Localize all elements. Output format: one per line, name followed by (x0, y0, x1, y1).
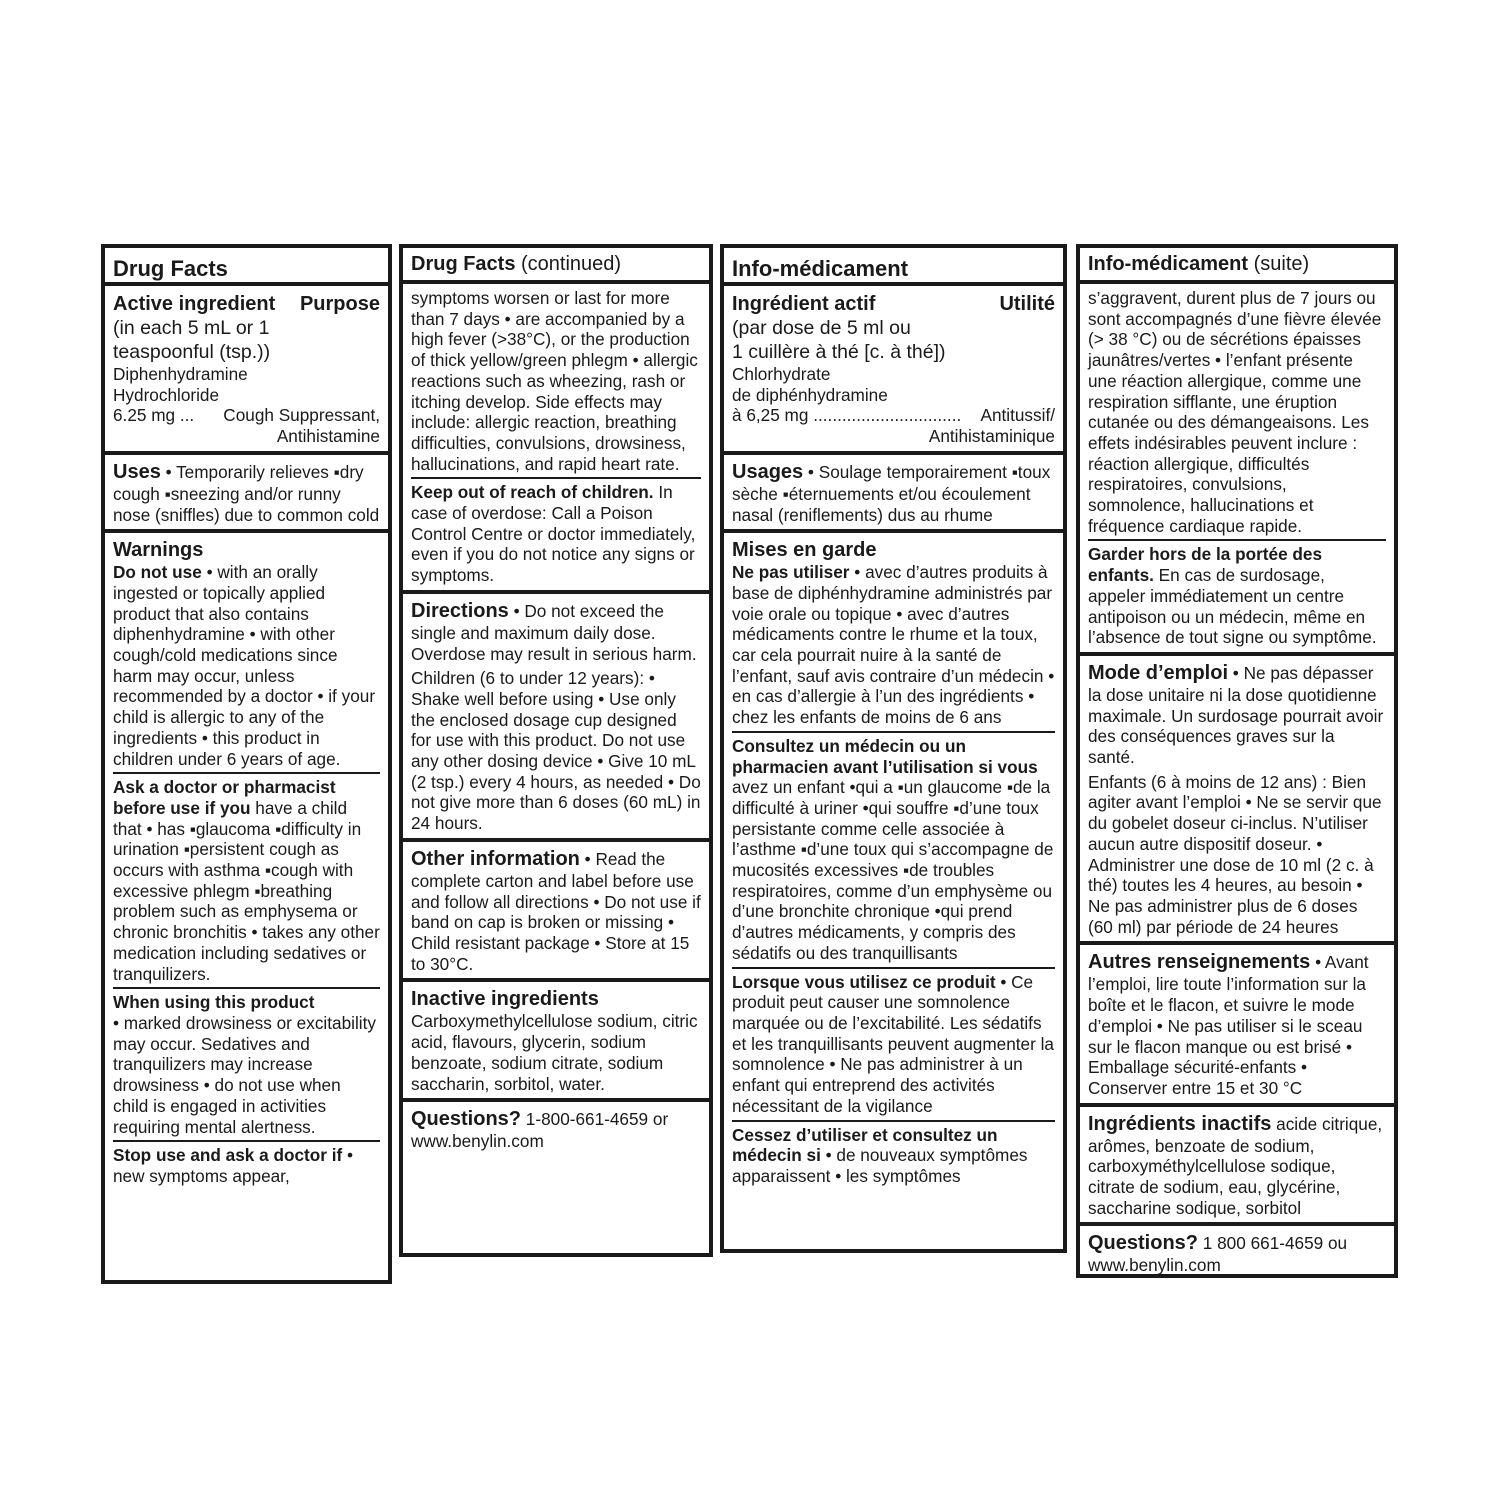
uses-text: • Temporarily relieves ▪dry cough ▪sneezing and/or runny nose (sniffles) due to common cold (113, 461, 380, 525)
keep-out-text: In case of overdose: Call a Poison Control Centre or doctor immediately, even if you do not notice any signs or symptoms. (411, 482, 696, 586)
ingredient-line-1: Diphenhydramine (113, 364, 248, 384)
uses-section (724, 455, 1063, 533)
active-ingredient-header (113, 292, 380, 316)
divider (1088, 539, 1386, 541)
directions-section (1080, 656, 1394, 945)
do-not-use-text: • with an orally ingested or topically applied product that also contains diphenhydramine • with other cough/cold medications since harm may occur, unless recommended by a doctor • if your child is allergic to any of the ingredients • this product in children under 6 years of age. (113, 562, 376, 769)
directions-section (403, 594, 709, 842)
when-using-heading: Lorsque vous utilisez ce produit (732, 971, 996, 992)
amount-row (113, 405, 380, 426)
ask-doctor-heading: Consultez un médecin ou un pharmacien avant l’utilisation si vous (732, 735, 1038, 777)
panel-title: Info-médicament (724, 248, 1063, 286)
drug-facts-panel-fr (720, 244, 1067, 1253)
purpose-heading: Purpose (299, 293, 380, 315)
questions-phone: 1-800-661-4659 or (521, 1109, 669, 1130)
warnings-heading: Mises en garde (732, 539, 877, 562)
uses-text: • Soulage temporairement ▪toux sèche ▪éternuements et/ou écoulement nasal (reniflements) dus au rhume (732, 461, 1051, 525)
divider (732, 731, 1055, 733)
divider (732, 967, 1055, 969)
continued-warnings-section (1080, 284, 1394, 656)
dose-line-1: (par dose de 5 ml ou (732, 317, 911, 339)
warnings-heading: Warnings (113, 539, 204, 562)
panel-title (403, 248, 709, 284)
stop-use-text: • new symptoms appear, (113, 1145, 354, 1186)
inactive-ingredients-text: Carboxymethylcellulose sodium, citric acid, flavours, glycerin, sodium benzoate, sodium citrate, sodium saccharin, sorbitol, water. (411, 1011, 698, 1094)
directions-text-2: Children (6 to under 12 years): • Shake well before using • Use only the enclosed dosage cup designed for use with this product. Do not use any other dosing device • Give 10 mL (2 tsp.) every 4 hours, as needed • Do not give more than 6 doses (60 mL) in 24 hours. (411, 668, 701, 834)
amount: à 6,25 mg ............................... (732, 405, 962, 426)
purpose-1: Antitussif/ (980, 405, 1055, 426)
ingredient-line-2: Hydrochloride (113, 384, 220, 405)
questions-heading: Questions? (1088, 1232, 1199, 1255)
amount: 6.25 mg ... (113, 405, 195, 426)
inactive-ingredients-section (1080, 1107, 1394, 1227)
do-not-use-heading: Ne pas utiliser (732, 562, 850, 583)
active-ingredient-heading: Ingrédient actif (732, 293, 876, 315)
dose-line-1: (in each 5 mL or 1 (113, 317, 270, 339)
directions-text-1: • Do not exceed the single and maximum daily dose. Overdose may result in serious harm. (411, 600, 697, 664)
continued-text: s’aggravent, durent plus de 7 jours ou sont accompagnés d’une fièvre élevée (> 38 °C) ou de sécrétions épaisses jaunâtres/vertes • l’enfant présente une réaction allergique, comme une respiration sifflante, une éruption cutanée ou des démangeaisons. Les effets indésirables peuvent inclure : réaction allergique, difficultés respiratoires, convulsions, somnolence, hallucinations et fréquence cardiaque rapide. (1088, 288, 1382, 536)
ingredient-line-1: Chlorhydrate (732, 364, 831, 384)
divider (411, 477, 701, 479)
purpose-2: Antihistaminique (928, 426, 1055, 447)
uses-section (105, 455, 388, 533)
active-ingredient-section (105, 286, 388, 455)
panel-title (1080, 248, 1394, 284)
warnings-section (724, 533, 1063, 1190)
panel-title-rest: (suite) (1248, 253, 1310, 275)
purpose-heading: Utilité (999, 293, 1055, 315)
questions-section (403, 1102, 709, 1156)
drug-facts-continued-panel-en (399, 244, 713, 1257)
warnings-section (105, 533, 388, 1190)
do-not-use-text: • avec d’autres produits à base de diphénhydramine administrés par voie orale ou topique • avec d’autres médicaments contre le rhume et la toux, car cela pourrait nuire à la santé de l’enfant, sauf avis contraire d’un médecin • en cas d’allergie à l’un des ingrédients • chez les enfants de moins de 6 ans (732, 562, 1055, 728)
keep-out-heading: Garder hors de la portée des enfants. (1088, 544, 1323, 586)
divider (732, 1120, 1055, 1122)
stop-use-heading: Cessez d’utiliser et consultez un médecin si (732, 1124, 998, 1166)
when-using-text: • marked drowsiness or excitability may occur. Sedatives and tranquilizers may increase drowsiness • do not use when child is engaged in activities requiring mental alertness. (113, 1012, 376, 1137)
inactive-ingredients-heading: Inactive ingredients (411, 988, 599, 1011)
panel-title: Drug Facts (105, 248, 388, 286)
directions-heading: Mode d’emploi (1088, 661, 1228, 684)
other-information-text: • Avant l’emploi, lire toute l’information sur la boîte et le flacon, et suivre le mode d’emploi • Ne pas utiliser si le sceau sur le flacon manque ou est brisé • Emballage sécurité-enfants • Conserver entre 15 et 30 °C (1088, 952, 1369, 1098)
other-information-section (403, 842, 709, 983)
directions-heading: Directions (411, 599, 509, 622)
divider (113, 987, 380, 989)
dose-line-2: teaspoonful (tsp.)) (113, 341, 271, 363)
active-ingredient-header (732, 292, 1055, 316)
active-ingredient-heading: Active ingredient (113, 293, 276, 315)
amount-row (732, 405, 1055, 426)
inactive-ingredients-heading: Ingrédients inactifs (1088, 1112, 1272, 1135)
panel-title-rest: (continued) (515, 253, 622, 275)
directions-text-1: • Ne pas dépasser la dose unitaire ni la dose quotidienne maximale. Un surdosage pourrait avoir des conséquences graves sur la santé. (1088, 662, 1384, 768)
ingredient-line-2: de diphénhydramine (732, 384, 888, 405)
dose-line-2: 1 cuillère à thé [c. à thé]) (732, 341, 946, 363)
panel-title-bold: Info-médicament (1088, 253, 1249, 275)
continued-text: symptoms worsen or last for more than 7 days • are accompanied by a high fever (>38°C), or the production of thick yellow/green phlegm • allergic reactions such as wheezing, rash or itching develop. Side effects may include: allergic reaction, breathing difficulties, convulsions, drowsiness, hallucinations, and rapid heart rate. (411, 288, 698, 474)
when-using-text: • Ce produit peut causer une somnolence marquée ou de l’excitabilité. Les sédatifs et les tranquillisants peuvent augmenter la somnolence • Ne pas administrer à un enfant qui entreprend des activités nécessitant de la vigilance (732, 971, 1054, 1116)
other-information-heading: Other information (411, 847, 580, 870)
questions-section (1080, 1226, 1394, 1280)
stop-use-heading: Stop use and ask a doctor if (113, 1145, 343, 1166)
when-using-heading: When using this product (113, 992, 315, 1013)
uses-heading: Uses (113, 460, 161, 483)
keep-out-text: En cas de surdosage, appeler immédiatement un centre antipoison ou un médecin, même en l’absence de tout signe ou symptôme. (1088, 565, 1377, 648)
questions-heading: Questions? (411, 1108, 522, 1131)
divider (113, 772, 380, 774)
purpose-1: Cough Suppressant, (223, 405, 380, 426)
purpose-2: Antihistamine (276, 426, 380, 447)
other-information-heading: Autres renseignements (1088, 951, 1311, 974)
ask-doctor-text: avez un enfant •qui a ▪un glaucome ▪de la difficulté à uriner •qui souffre ▪d’une toux persistante comme celle associée à l’asthme ▪d’une toux qui s’accompagne de mucosités excessives ▪de troubles respiratoires, comme d’un emphysème ou d’une bronchite chronique •qui prend d’autres médicaments, y compris des sédatifs ou des tranquillisants (732, 777, 1054, 963)
drug-facts-continued-panel-fr (1076, 244, 1398, 1278)
stop-use-text: • de nouveaux symptômes apparaissent • les symptômes (732, 1145, 1028, 1186)
divider (113, 1140, 380, 1142)
uses-heading: Usages (732, 460, 804, 483)
keep-out-heading: Keep out of reach of children. (411, 482, 654, 503)
inactive-ingredients-section (403, 982, 709, 1102)
questions-website[interactable]: www.benylin.com (411, 1131, 544, 1152)
panel-title-bold: Drug Facts (411, 253, 516, 275)
do-not-use-heading: Do not use (113, 562, 202, 583)
other-information-text: • Read the complete carton and label before use and follow all directions • Do not use if band on cap is broken or missing • Child resistant package • Store at 15 to 30°C. (411, 848, 701, 974)
drug-facts-panel-en (101, 244, 392, 1284)
continued-warnings-section (403, 284, 709, 594)
ask-doctor-heading: Ask a doctor or pharmacist before use if you (113, 777, 336, 818)
directions-text-2: Enfants (6 à moins de 12 ans) : Bien agiter avant l’emploi • Ne se servir que du gobelet doseur ci-inclus. N’utiliser aucun autre dispositif doseur. • Administrer une dose de 10 ml (2 c. à thé) toutes les 4 heures, au besoin • Ne pas administrer plus de 6 doses (60 ml) par période de 24 heures (1088, 771, 1382, 937)
questions-website[interactable]: www.benylin.com (1088, 1255, 1221, 1276)
active-ingredient-section (724, 286, 1063, 455)
other-information-section (1080, 945, 1394, 1106)
ask-doctor-text: have a child that • has ▪glaucoma ▪difficulty in urination ▪persistent cough as occurs with asthma ▪cough with excessive phlegm ▪breathing problem such as emphysema or chronic bronchitis • takes any other medication including sedatives or tranquilizers. (113, 797, 380, 984)
questions-phone: 1 800 661-4659 ou (1198, 1233, 1348, 1254)
inactive-ingredients-text: acide citrique, arômes, benzoate de sodium, carboxyméthylcellulose sodique, citrate de sodium, eau, glycérine, saccharine sodique, sorbitol (1088, 1113, 1383, 1218)
